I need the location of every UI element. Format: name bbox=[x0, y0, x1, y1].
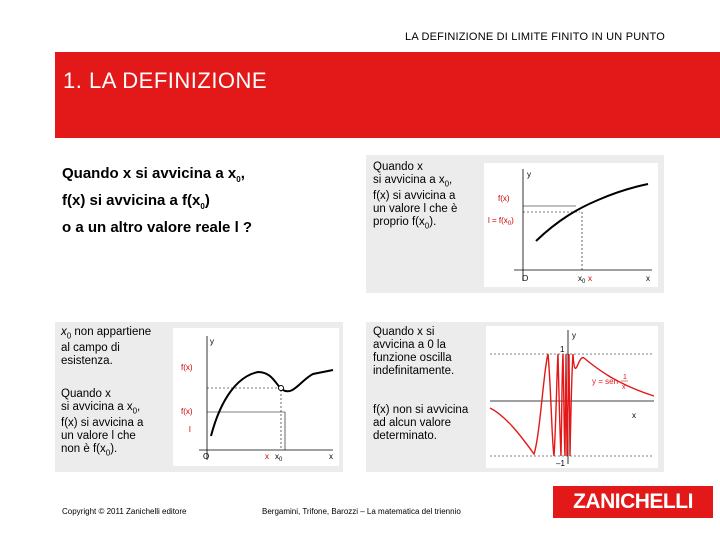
axis-label-y: y bbox=[527, 170, 531, 179]
text-line: f(x) non si avvicina bbox=[373, 404, 469, 416]
text-line: determinato. bbox=[373, 430, 437, 442]
x-label: x bbox=[265, 452, 269, 461]
axis-label-x: x bbox=[632, 411, 636, 420]
subscript: 0 bbox=[444, 179, 450, 189]
publisher-logo: ZANICHELLI bbox=[553, 486, 713, 518]
x0-label bbox=[275, 452, 283, 463]
graph-discontinuous bbox=[173, 328, 339, 466]
label-part: 0 bbox=[279, 457, 283, 463]
label-part: l = f(x bbox=[488, 216, 508, 225]
tick-label-minus-one: –1 bbox=[556, 459, 565, 468]
text-line: Quando x bbox=[61, 388, 111, 400]
subscript: 0 bbox=[424, 221, 430, 231]
origin-label: O bbox=[203, 452, 210, 461]
card-text-2 bbox=[61, 388, 171, 460]
text-line: Quando x bbox=[373, 161, 423, 173]
label-part: x bbox=[275, 452, 279, 461]
text-line: un valore l che è bbox=[373, 203, 458, 216]
text-line: , bbox=[449, 174, 453, 186]
fraction-numerator: 1 bbox=[623, 374, 627, 381]
axis-label-x: x bbox=[329, 452, 333, 461]
text-line: avvicina a 0 la bbox=[373, 339, 446, 351]
axis-label-y: y bbox=[210, 337, 214, 346]
fx-label: f(x) bbox=[498, 194, 510, 203]
text-line: , bbox=[137, 401, 141, 413]
x-label: x bbox=[588, 274, 592, 283]
text-line: ). bbox=[110, 443, 118, 456]
axis-label-x: x bbox=[646, 274, 650, 283]
question-line-1: Quando x si avvicina a x bbox=[62, 165, 237, 182]
main-question bbox=[62, 163, 342, 238]
graph-continuous bbox=[484, 163, 658, 287]
question-line-3: o a un altro valore reale l ? bbox=[62, 219, 253, 236]
section-banner bbox=[55, 52, 720, 138]
fraction-denominator: x bbox=[622, 384, 626, 391]
text-line: x bbox=[61, 326, 67, 338]
label-part: 0 bbox=[582, 279, 586, 285]
section-title: 1. LA DEFINIZIONE bbox=[63, 68, 268, 93]
text-line: Quando x si bbox=[373, 326, 435, 338]
subscript: 0 bbox=[200, 202, 205, 211]
slide-header-title: LA DEFINIZIONE DI LIMITE FINITO IN UN PUNTO bbox=[405, 31, 665, 43]
text-line: proprio f(x bbox=[373, 216, 425, 229]
fx-label: f(x) bbox=[181, 363, 193, 372]
text-line: un valore l che bbox=[61, 430, 136, 443]
text-line: f(x) si avvicina a bbox=[61, 417, 144, 430]
text-line: f(x) si avvicina a bbox=[373, 190, 456, 203]
card-text bbox=[61, 326, 171, 368]
card-oscillation bbox=[366, 322, 664, 472]
subscript: 0 bbox=[66, 331, 72, 341]
text-line: si avvicina a x bbox=[61, 401, 133, 413]
function-label: y = sen bbox=[592, 377, 619, 386]
subscript: 0 bbox=[132, 406, 138, 416]
subscript: 0 bbox=[236, 175, 241, 184]
text-line: ad alcun valore bbox=[373, 417, 451, 429]
text-line: non appartiene bbox=[71, 326, 152, 338]
text-line: si avvicina a x bbox=[373, 174, 445, 186]
subscript: 0 bbox=[105, 448, 111, 458]
card-text bbox=[373, 161, 483, 233]
text-line: non è f(x bbox=[61, 443, 106, 456]
text-line: funzione oscilla bbox=[373, 352, 452, 364]
axis-label-y: y bbox=[572, 331, 576, 340]
text-line: indefinitamente. bbox=[373, 365, 455, 377]
footer-copyright: Copyright © 2011 Zanichelli editore bbox=[62, 507, 187, 516]
text-line: ). bbox=[429, 216, 437, 229]
fx2-label: f(x) bbox=[181, 407, 193, 416]
card-limit-equals-value bbox=[366, 155, 664, 293]
footer-book-title: Bergamini, Trifone, Barozzi – La matematica del triennio bbox=[262, 507, 461, 516]
text-line: esistenza. bbox=[61, 355, 113, 368]
question-line-2-end: ) bbox=[204, 192, 210, 209]
label-part: x bbox=[578, 274, 582, 283]
label-part: 0 bbox=[507, 221, 512, 227]
question-line-2: f(x) si avvicina a f(x bbox=[62, 192, 201, 209]
limit-label bbox=[488, 216, 514, 227]
origin-label: O bbox=[522, 274, 529, 283]
question-line-1-end: , bbox=[240, 165, 245, 182]
text-line: al campo di bbox=[61, 342, 120, 355]
label-part: ) bbox=[511, 216, 514, 225]
limit-label: l bbox=[189, 425, 191, 434]
card-not-in-domain bbox=[55, 322, 343, 472]
card-text-2 bbox=[373, 404, 485, 443]
card-text bbox=[373, 326, 483, 378]
tick-label-one: 1 bbox=[560, 345, 565, 354]
x0-label bbox=[578, 274, 586, 285]
graph-oscillating bbox=[486, 326, 658, 468]
